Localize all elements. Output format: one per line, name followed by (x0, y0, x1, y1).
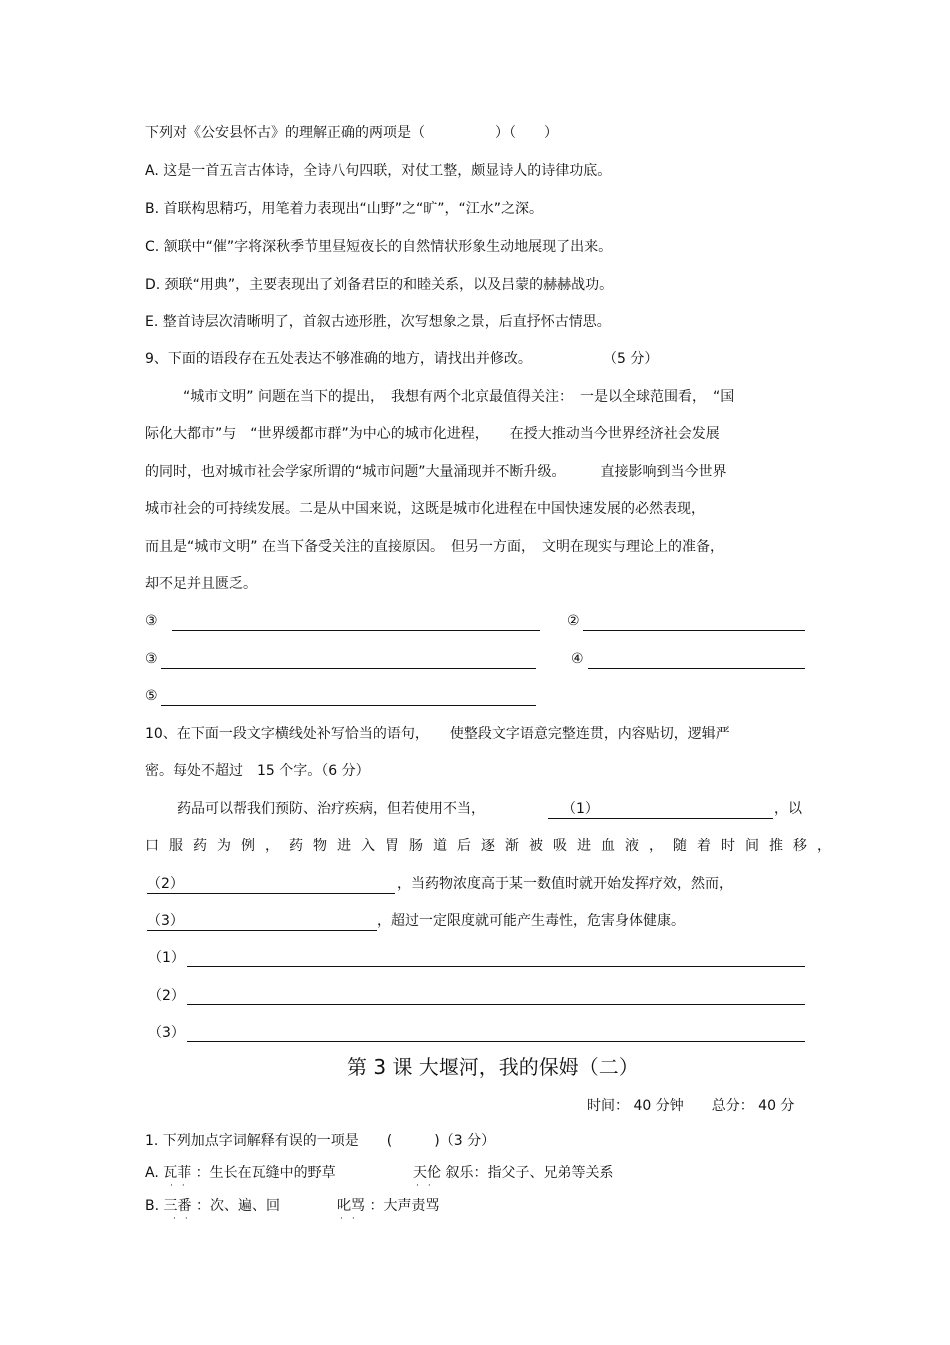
q10-answer-line-1[interactable] (187, 966, 805, 967)
q9-answer-line-1[interactable] (172, 630, 540, 631)
q9-paragraph-line: 却不足并且匮乏。 (145, 576, 257, 592)
q9-answer-line-3[interactable] (161, 668, 536, 669)
q9-score: （5 分） (603, 351, 659, 367)
q10-para-text: ，当药物浓度高于某一数值时就开始发挥疗效，然而， (397, 876, 733, 892)
q10-answer-label: （2） (148, 988, 185, 1004)
q10-para-text: ，以 (774, 801, 802, 817)
q10-inline-blank-label: （2） (147, 876, 184, 892)
q9-answer-mark: ② (567, 613, 580, 629)
lesson-q1-option-b: B. 三番 ：次、遍、回 (145, 1198, 280, 1214)
q9-paragraph-line: 城市社会的可持续发展。二是从中国来说，这既是城市化进程在中国快速发展的必然表现， (145, 501, 705, 517)
time-and-score: 时间： 40 分钟 总分： 40 分 (587, 1098, 795, 1114)
lesson-title: 第 3 课 大堰河，我的保姆（二） (347, 1055, 639, 1079)
q10-para-text: 口服药为例，药物进入胃肠道后逐渐被吸进血液，随着时间推移， (145, 838, 841, 854)
q9-paragraph-line: 而且是“城市文明” 在当下备受关注的直接原因。 但另一方面， 文明在现实与理论上的准备， (145, 539, 724, 555)
q8-option-b: B. 首联构思精巧，用笔着力表现出“山野”之“旷”，“江水”之深。 (145, 201, 544, 217)
q9-answer-mark: ④ (571, 651, 584, 667)
q10-inline-blank-label: （1） (562, 801, 599, 817)
q9-answer-mark: ③ (145, 613, 158, 629)
q9-answer-line-5[interactable] (161, 705, 536, 706)
lesson-q1-option-b-2: 叱骂 ：大声责骂 (337, 1198, 440, 1214)
q10-answer-line-2[interactable] (187, 1004, 805, 1005)
lesson-q1-option-a-2: 天伦 叙乐：指父子、兄弟等关系 (413, 1165, 614, 1181)
emphasis-dots: ·· (170, 1181, 194, 1191)
q8-option-d: D. 颈联“用典”，主要表现出了刘备君臣的和睦关系，以及吕蒙的赫赫战功。 (145, 277, 614, 293)
emphasis-dots: ·· (340, 1214, 364, 1224)
emphasis-dots: ·· (173, 1214, 197, 1224)
q10-inline-blank-3[interactable] (147, 930, 377, 931)
q10-para-text: 药品可以帮我们预防、治疗疾病，但若使用不当， (177, 801, 485, 817)
q10-inline-blank-label: （3） (147, 913, 184, 929)
q10-answer-label: （3） (148, 1025, 185, 1041)
q9-answer-mark: ③ (145, 651, 158, 667)
lesson-q1-stem: 1. 下列加点字词解释有误的一项是 ( )（3 分） (145, 1133, 496, 1149)
q8-stem: 下列对《公安县怀古》的理解正确的两项是（ ）（ ） (145, 125, 558, 141)
lesson-q1-option-a: A. 瓦菲 ：生长在瓦缝中的野草 (145, 1165, 336, 1181)
q10-stem-cont: 密。每处不超过 15 个字。（6 分） (145, 763, 370, 779)
q10-para-text: ，超过一定限度就可能产生毒性，危害身体健康。 (377, 913, 685, 929)
q8-option-a: A. 这是一首五言古体诗，全诗八句四联，对仗工整，颇显诗人的诗律功底。 (145, 163, 612, 179)
q10-stem: 10、在下面一段文字横线处补写恰当的语句， 使整段文字语意完整连贯，内容贴切，逻辑严 (145, 726, 730, 742)
q9-paragraph-line: 的同时，也对城市社会学家所谓的“城市问题”大量涌现并不断升级。 直接影响到当今世界 (145, 464, 727, 480)
q8-option-e: E. 整首诗层次清晰明了，首叙古迹形胜，次写想象之景，后直抒怀古情思。 (145, 314, 611, 330)
q9-stem: 9、下面的语段存在五处表达不够准确的地方，请找出并修改。 (145, 351, 532, 367)
q10-inline-blank-2[interactable] (147, 893, 395, 894)
q10-answer-label: （1） (148, 950, 185, 966)
q10-inline-blank-1[interactable] (548, 818, 773, 819)
q9-answer-mark: ⑤ (145, 688, 158, 704)
q10-answer-line-3[interactable] (187, 1041, 805, 1042)
q8-option-c: C. 颔联中“催”字将深秋季节里昼短夜长的自然情状形象生动地展现了出来。 (145, 239, 613, 255)
q9-answer-line-4[interactable] (588, 668, 805, 669)
q9-paragraph-line: “城市文明” 问题在当下的提出， 我想有两个北京最值得关注： 一是以全球范围看， “国 (183, 389, 735, 405)
q9-paragraph-line: 际化大都市”与 “世界缓都市群”为中心的城市化进程， 在授大推动当今世界经济社会发展 (145, 426, 720, 442)
q9-answer-line-2[interactable] (583, 630, 805, 631)
emphasis-dots: ·· (416, 1181, 440, 1191)
